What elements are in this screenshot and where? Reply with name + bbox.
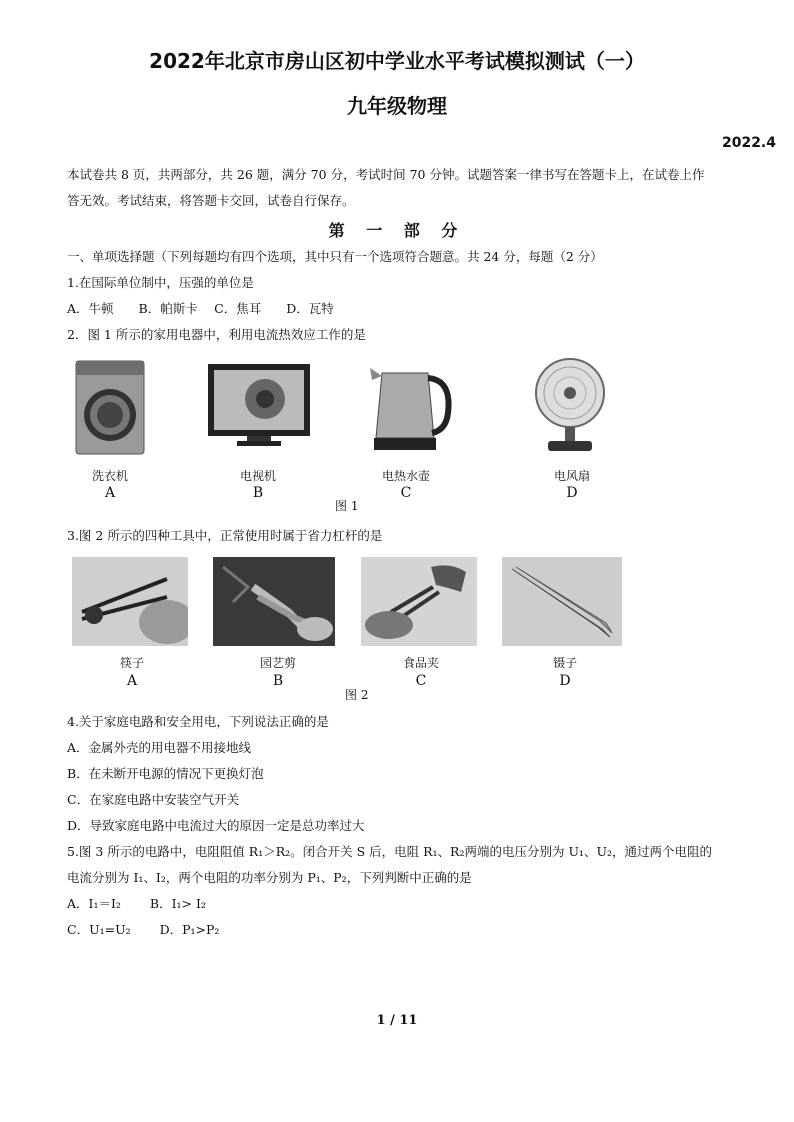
washing-machine-image	[75, 360, 145, 455]
q3-letter-b: B	[272, 673, 284, 689]
q2-letter-d: D	[566, 485, 578, 501]
q5-options-row-2: C．U₁=U₂ D．P₁>P₂	[67, 922, 220, 937]
q4-option-c: C．在家庭电路中安装空气开关	[67, 792, 240, 807]
q3-caption-d: 镊子	[552, 656, 577, 670]
q5-stem-line-2: 电流分别为 I₁、I₂，两个电阻的功率分别为 P₁、P₂，下列判断中正确的是	[67, 870, 472, 885]
electric-kettle-image	[368, 358, 454, 453]
exam-title: 2022年北京市房山区初中学业水平考试模拟测试（一）	[149, 49, 645, 73]
q3-letter-d: D	[559, 673, 571, 689]
q1-stem: 1.在国际单位制中，压强的单位是	[67, 275, 254, 290]
q5-options-row-1: A．I₁＝I₂ B．I₁> I₂	[67, 896, 206, 911]
q2-letter-a: A	[104, 485, 116, 501]
section-heading: 一、单项选择题（下列每题均有四个选项，其中只有一个选项符合题意。共 24 分，每题（2 分）	[67, 249, 603, 264]
q2-caption-b: 电视机	[239, 469, 276, 483]
q3-caption-b: 园艺剪	[259, 656, 296, 670]
q3-caption-c: 食品夹	[402, 656, 439, 670]
q4-option-a: A．金属外壳的用电器不用接地线	[67, 740, 252, 755]
q3-caption-a: 筷子	[119, 656, 144, 670]
food-tongs-image	[361, 557, 477, 646]
intro-line-2: 答无效。考试结束，将答题卡交回，试卷自行保存。	[67, 193, 355, 208]
tv-image	[207, 363, 311, 448]
q2-caption-d: 电风扇	[553, 469, 590, 483]
q5-stem-line-1: 5.图 3 所示的电路中，电阻阻值 R₁＞R₂。闭合开关 S 后，电阻 R₁、R₂两端的电压分别为 U₁、U₂，通过两个电阻的	[67, 844, 713, 859]
tweezers-image	[502, 557, 622, 646]
figure-1-label: 图 1	[335, 499, 359, 513]
part-title: 第 一 部 分	[328, 221, 466, 240]
figure-2-label: 图 2	[345, 688, 369, 702]
chopsticks-image	[72, 557, 188, 646]
q3-letter-c: C	[415, 673, 427, 689]
exam-date: 2022.4	[721, 135, 776, 151]
q2-letter-c: C	[400, 485, 412, 501]
q4-option-d: D．导致家庭电路中电流过大的原因一定是总功率过大	[67, 818, 365, 833]
q2-stem: 2．图 1 所示的家用电器中，利用电流热效应工作的是	[67, 327, 366, 342]
q4-option-b: B．在未断开电源的情况下更换灯泡	[67, 766, 264, 781]
q4-stem: 4.关于家庭电路和安全用电，下列说法正确的是	[67, 714, 329, 729]
q2-caption-a: 洗衣机	[91, 469, 128, 483]
intro-line-1: 本试卷共 8 页，共两部分，共 26 题，满分 70 分，考试时间 70 分钟。试题答案一律书写在答题卡上，在试卷上作	[67, 167, 705, 182]
exam-subtitle: 九年级物理	[347, 94, 447, 118]
q3-letter-a: A	[126, 673, 138, 689]
garden-shears-image	[213, 557, 335, 646]
q1-options: A．牛顿 B．帕斯卡 C．焦耳 D．瓦特	[67, 301, 334, 316]
q2-caption-c: 电热水壶	[381, 469, 430, 483]
electric-fan-image	[530, 355, 610, 455]
q2-letter-b: B	[252, 485, 264, 501]
page-number: 1 / 11	[376, 1013, 418, 1028]
q3-stem: 3.图 2 所示的四种工具中，正常使用时属于省力杠杆的是	[67, 528, 383, 543]
